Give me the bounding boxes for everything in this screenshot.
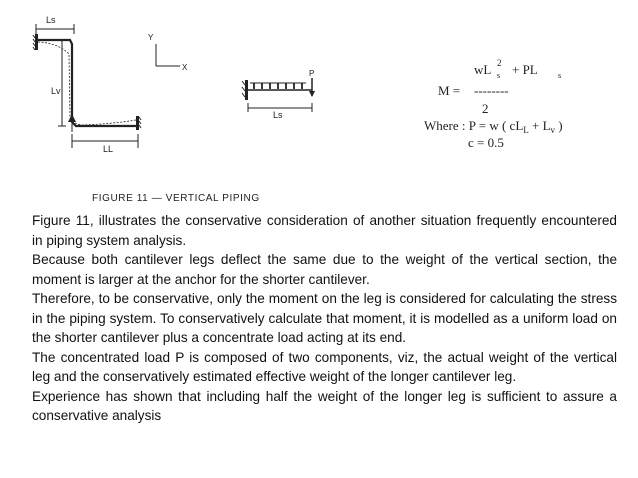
pipe-deflected — [38, 42, 136, 125]
ls-top-label: Ls — [46, 15, 56, 25]
paragraph-3: Therefore, to be conservative, only the moment on the leg is considered for calculating the stress in the piping system. To conservatively calculate that moment, it is modelled as a uniform load on the shorter cantilever plus a concentrate load acting at its end. — [32, 291, 617, 345]
paragraph-5: Experience has shown that including half the weight of the longer leg is sufficient to assure a conservative analysis — [32, 388, 617, 423]
top-anchor — [33, 34, 38, 50]
bottom-anchor — [136, 116, 141, 130]
ls-dimension — [36, 24, 74, 34]
eq-dashes: -------- — [474, 83, 509, 98]
paragraph-1: Figure 11, illustrates the conservative consideration of another situation frequently encountered in piping system analysis. — [32, 213, 617, 248]
paragraph-4: The concentrated load P is composed of two components, viz, the actual weight of the vertical leg and the conservatively estimated effective weight of the longer cantilever leg. — [32, 349, 617, 384]
eq-numerator-w: wL — [474, 62, 492, 77]
ls-beam-label: Ls — [273, 110, 283, 120]
moment-equation — [424, 58, 563, 150]
x-axis-label: X — [182, 63, 188, 72]
paragraph-2: Because both cantilever legs deflect the same due to the weight of the vertical section, the moment is larger at the anchor for the shorter cantilever. — [32, 252, 617, 287]
eq-numerator-plus: + PL — [512, 62, 538, 77]
lv-dimension — [58, 40, 66, 126]
y-axis-label: Y — [148, 33, 154, 42]
eq-numerator-sub: s — [497, 71, 501, 80]
lv-label: Lv — [51, 86, 61, 96]
eq-denominator: 2 — [482, 101, 489, 116]
eq-m-equals: M = — [438, 83, 461, 98]
eq-where-line: Where : P = w ( $cL_L + L_v$ ) — [424, 118, 563, 135]
vertical-piping-figure — [0, 0, 638, 210]
support-arrow — [68, 114, 76, 132]
pipe-centerline — [38, 40, 136, 126]
eq-numerator-sup: 2 — [497, 58, 502, 68]
figure-caption: FIGURE 11 — VERTICAL PIPING — [92, 193, 260, 204]
load-p-label: P — [309, 69, 315, 78]
axis-indicator — [156, 44, 180, 66]
ll-label: LL — [103, 144, 114, 154]
eq-numerator-plus-sub: s — [558, 71, 562, 80]
eq-c-line: c = 0.5 — [468, 135, 504, 150]
body-text — [32, 211, 617, 426]
loaded-beam — [242, 78, 315, 112]
